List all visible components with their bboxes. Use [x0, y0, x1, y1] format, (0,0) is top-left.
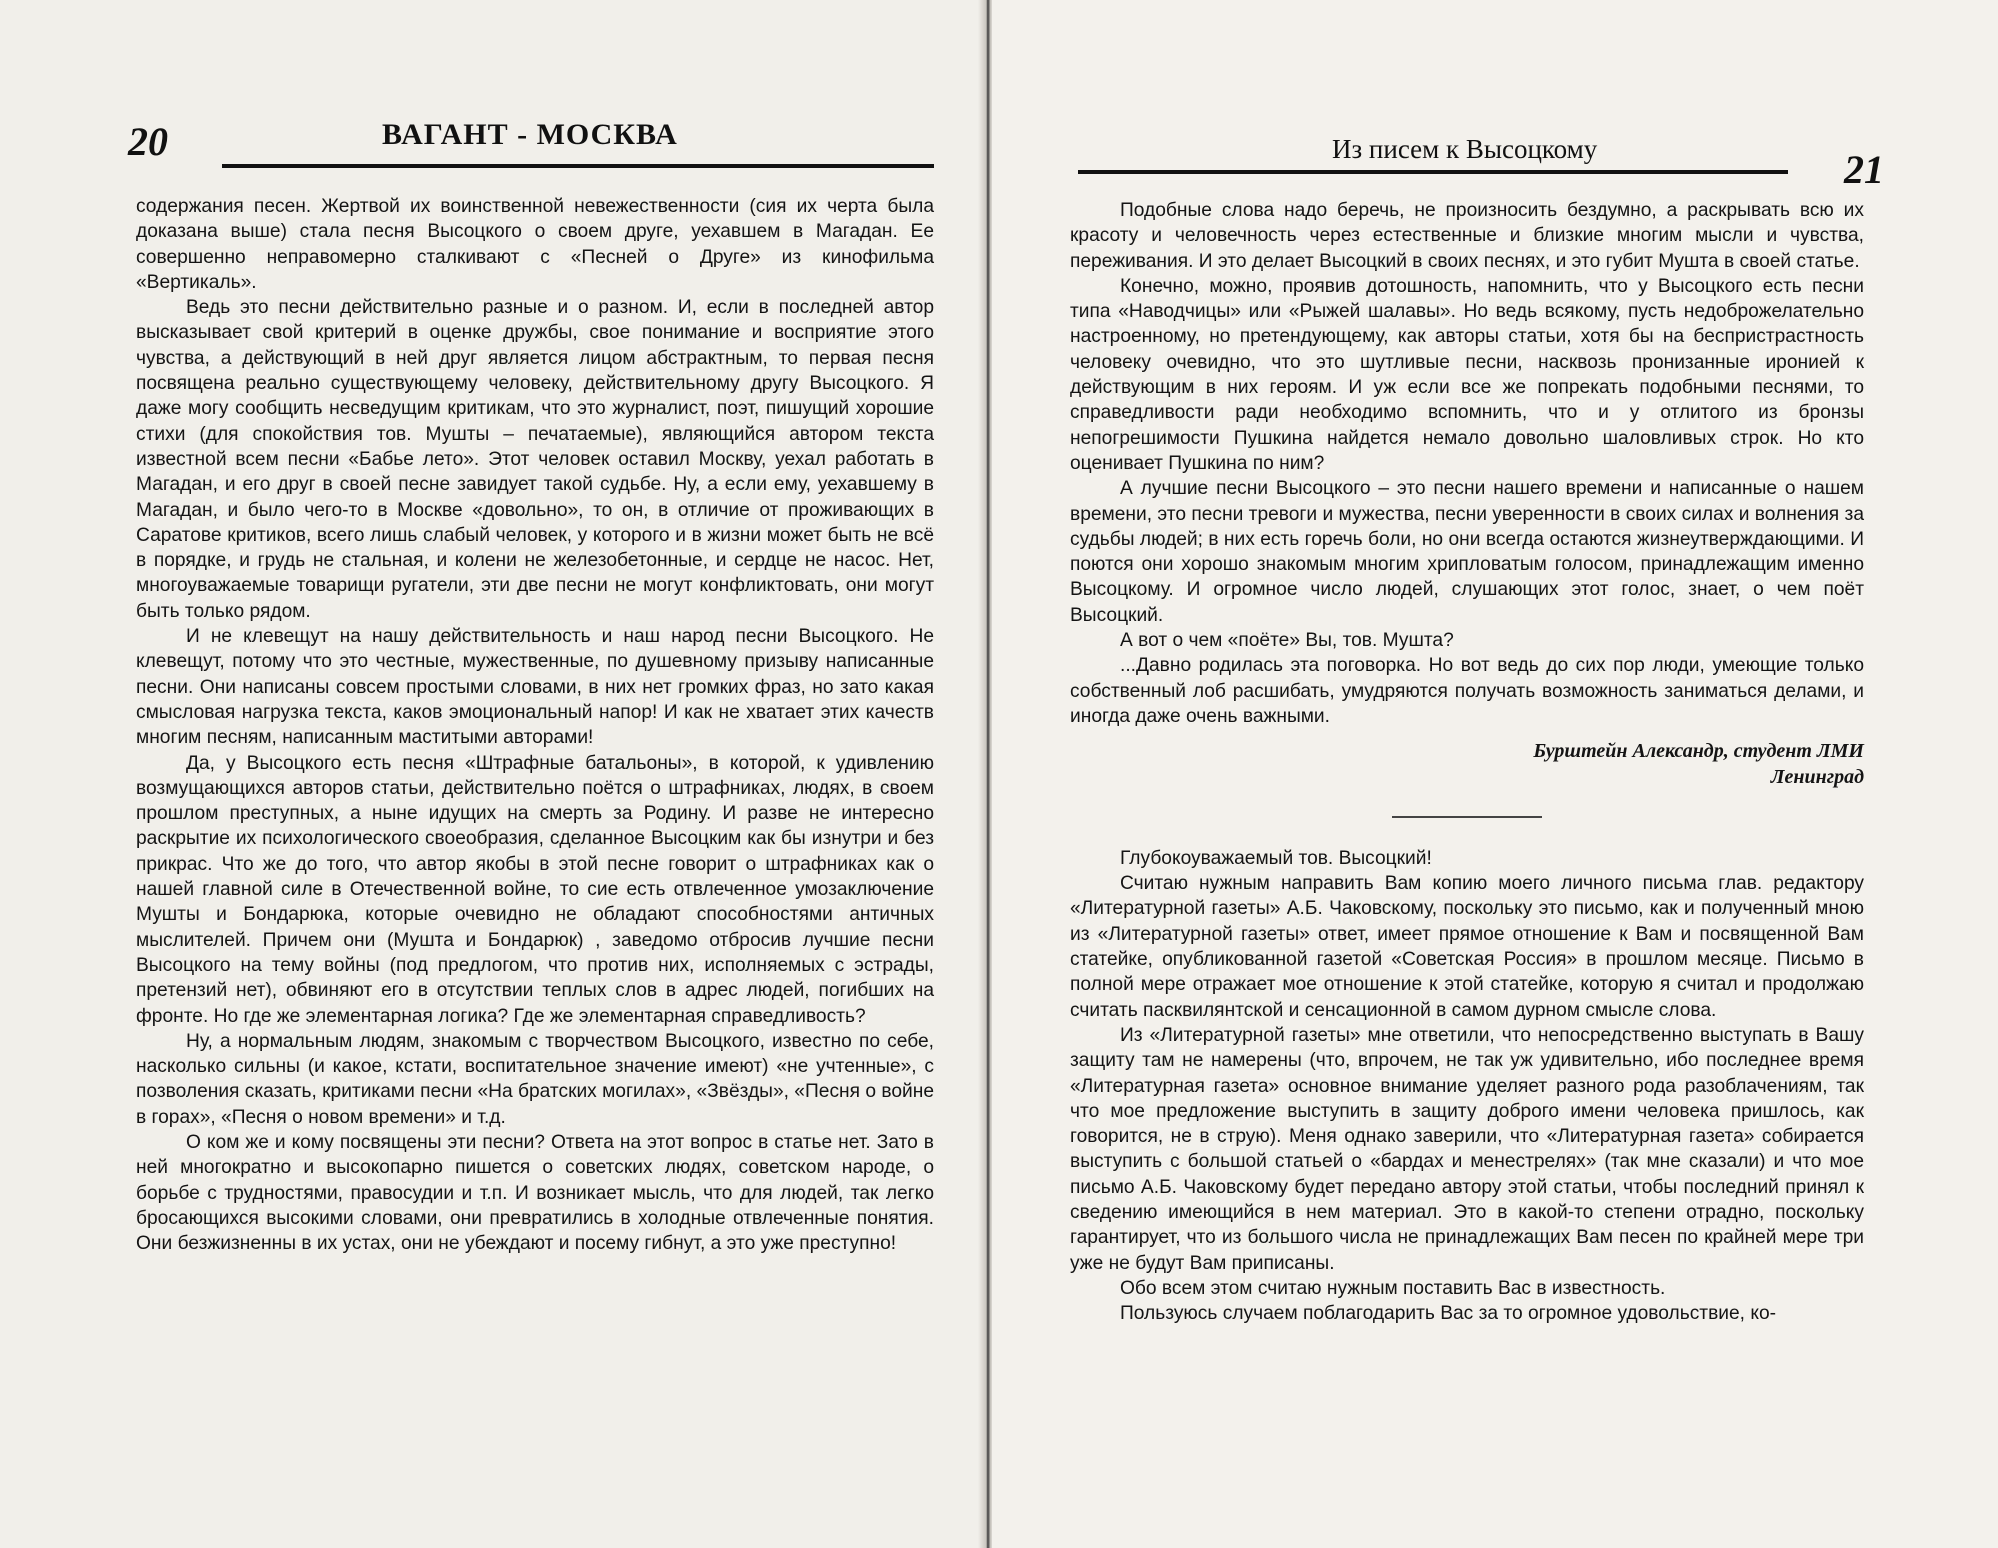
right-body-text — [1070, 198, 1864, 1326]
paragraph: О ком же и кому посвящены эти песни? Ответа на этот вопрос в статье нет. Зато в ней многократно и высокопарно пишется о советских людях, советском народе, о борьбе с трудностями, правосудии и т.п. И возникает мысль, что для людей, так легко бросающихся высокими словами, они превратились в холодные отвлеченные понятия. Они безжизненны в их устах, они не убеждают и посему гибнут, а это уже преступно! — [136, 1131, 934, 1255]
paragraph: И не клевещут на нашу действительность и наш народ песни Высоцкого. Не клевещут, потому что это честные, мужественные, по душевному призыву написанные песни. Они написаны совсем простыми словами, в них нет громких фраз, но зато какая смысловая нагрузка текста, каков эмоциональный напор! И как не хватает этих качеств многим песням, написанным маститыми авторами! — [136, 626, 934, 749]
left-page — [0, 0, 990, 1548]
paragraph: Считаю нужным направить Вам копию моего личного письма глав. редактору «Литературной газеты» А.Б. Чаковскому, поскольку это письмо, как и полученный мною из «Литературной газеты» ответ, имеет прямое отношение к Вам и посвященной Вам статейке, опубликованной газетой «Советская Россия» в прошлом месяце. Письмо в полной мере отражает мое отношение к этой статейке, которую я считал и продолжаю считать пасквилянтской и сенсационной в самом дурном смысле слова. — [1070, 873, 1864, 1021]
running-header: ВАГАНТ - МОСКВА — [382, 118, 678, 151]
section-divider — [1392, 816, 1542, 818]
signature-name: Бурштейн Александр, студент ЛМИ — [1533, 740, 1864, 763]
right-page — [992, 0, 1998, 1548]
paragraph: ...Давно родилась эта поговорка. Но вот ведь до сих пор люди, умеющие только собственный лоб расшибать, умудряются получать возможность заниматься делами, и иногда даже очень важными. — [1070, 655, 1864, 727]
paragraph: А вот о чем «поёте» Вы, тов. Мушта? — [1120, 630, 1454, 652]
letter-greeting: Глубокоуважаемый тов. Высоцкий! — [1120, 847, 1432, 869]
paragraph: Ну, а нормальным людям, знакомым с творчеством Высоцкого, известно по себе, насколько сильны (и какое, кстати, воспитательное значение имеют) «не учтенные», с позволения сказать, критиками песни «На братских могилах», «Звёзды», «Песня о войне в горах», «Песня о новом времени» и т.д. — [136, 1030, 934, 1128]
paragraph: А лучшие песни Высоцкого – это песни нашего времени и написанные о нашем времени, это песни тревоги и мужества, песни уверенности в своих силах и волнения за судьбы людей; в них есть горечь боли, но они всегда остаются жизнеутверждающими. И поются они хорошо знакомым многим хрипловатым голосом, принадлежащим именно Высоцкому. И огромное число людей, слушающих этот голос, знает, о чем поёт Высоцкий. — [1070, 478, 1864, 626]
signature-city: Ленинград — [1770, 765, 1864, 788]
paragraph: Да, у Высоцкого есть песня «Штрафные батальоны», в которой, к удивлению возмущающихся авторов статьи, действительно поётся о штрафниках, людях, в своем прошлом преступных, а ныне идущих на смерть за Родину. И разве не интересно раскрытие их психологического своеобразия, сделанное Высоцким как бы изнутри и без прикрас. Что же до того, что автор якобы в этой песне говорит о штрафниках как о нашей главной силе в Отечественной войне, то сие есть отвлеченное умозаключение Мушты и Бондарюка, которые очевидно не обладают способностями античных мыслителей. Причем они (Мушта и Бондарюк) , заведомо отбросив лучшие песни Высоцкого на тему войны (под предлогом, что против них, исполняемых с эстрады, претензий нет), обвиняют его в отсутствии теплых слов в адрес людей, погибших на фронте. Но где же элементарная логика? Где же элементарная справедливость? — [136, 752, 934, 1027]
left-body-text — [136, 194, 934, 1256]
paragraph: содержания песен. Жертвой их воинственной невежественности (сия их черта была доказана выше) стала песня Высоцкого о своем друге, уехавшем в Магадан. Ее совершенно неправомерно сталкивают с «Песней о Друге» из кинофильма «Вертикаль». — [136, 196, 934, 293]
paragraph: Обо всем этом считаю нужным поставить Вас в известность. — [1120, 1277, 1666, 1299]
paragraph: Ведь это песни действительно разные и о разном. И, если в последней автор высказывает свой критерий в оценке дружбы, свое понимание и восприятие этого чувства, а действующий в ней друг является лицом абстрактным, то первая песня посвящена реально существующему человеку, действительному другу Высоцкого. Я даже могу сообщить несведущим критикам, что это журналист, поэт, пишущий хорошие стихи (для спокойствия тов. Мушты – печатаемые), являющийся автором текста известной всем песни «Бабье лето». Этот человек оставил Москву, уехал работать в Магадан, и его друг в своей песне завидует такой судьбе. Ну, а если ему, уехавшему в Магадан, и было чего-то в Москве «довольно», то он, в отличие от проживающих в Саратове критиков, всего лишь слабый человек, у которого и в жизни может быть не всё в порядке, и грудь не стальная, и колени не железобетонные, и сердце не насос. Нет, многоуважаемые товарищи ругатели, эти две песни не могут конфликтовать, они могут быть только рядом. — [136, 297, 934, 622]
page-number: 21 — [1844, 147, 1884, 192]
paragraph: Пользуюсь случаем поблагодарить Вас за то огромное удовольствие, ко- — [1120, 1303, 1776, 1325]
page-number: 20 — [128, 119, 168, 164]
paragraph: Из «Литературной газеты» мне ответили, что непосредственно выступать в Вашу защиту там не намерены (что, впрочем, не так уж удивительно, ибо последнее время «Литературная газета» основное внимание уделяет разного рода разоблачениям, так что мое предложение выступить в защиту доброго имени человека пришлось, как говорится, не в струю). Меня однако заверили, что «Литературная газета» собирается выступить с большой статьей о «бардах и менестрелях» (так мне сказали) и что мое письмо А.Б. Чаковскому будет передано автору этой статьи, чтобы последний принял к сведению имеющийся в нем материал. Это в какой-то степени отрадно, поскольку гарантирует, что из большого числа не принадлежащих Вам песен по крайней мере три уже не будут Вам приписаны. — [1070, 1024, 1864, 1274]
running-header: Из писем к Высоцкому — [1332, 134, 1598, 164]
paragraph: Подобные слова надо беречь, не произносить бездумно, а раскрывать всю их красоту и человечность через естественные и близкие многим мысли и чувства, переживания. И это делает Высоцкий в своих песнях, и это губит Мушта в своей статье. — [1070, 200, 1864, 272]
header-rule — [222, 164, 934, 168]
paragraph: Конечно, можно, проявив дотошность, напомнить, что у Высоцкого есть песни типа «Наводчицы» или «Рыжей шалавы». Но ведь всякому, пусть недоброжелательно настроенному, но претендующему, как авторы статьи, хотя бы на беспристрастность человеку очевидно, что это шутливые песни, насквозь пронизанные иронией к действующим в них героям. И уж если все же попрекать подобными песнями, то справедливости ради необходимо вспомнить, что и у отлитого из бронзы непогрешимости Пушкина найдется немало довольно шаловливых строк. Но кто оценивает Пушкина по ним? — [1070, 275, 1864, 474]
header-rule — [1078, 170, 1788, 174]
